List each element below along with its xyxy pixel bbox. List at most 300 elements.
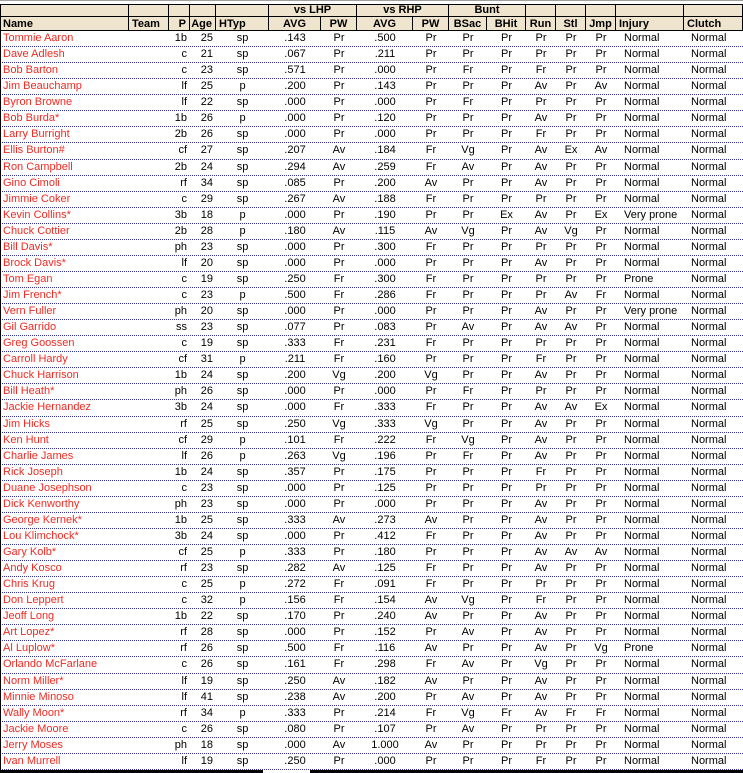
player-name-link[interactable]: Tom Egan [3, 272, 53, 285]
cell-bhit: Pr [501, 224, 512, 237]
cell-rhp_pw: Pr [425, 481, 437, 494]
cell-bhit: Pr [501, 722, 512, 735]
player-name-link[interactable]: Chris Krug [3, 578, 55, 591]
player-name-link[interactable]: Dave Adlesh [3, 48, 65, 61]
player-name-link[interactable]: Jimmie Coker [3, 192, 71, 205]
player-name-link[interactable]: Charlie James [3, 449, 74, 462]
cell-run: Av [534, 690, 548, 703]
player-name-link[interactable]: Wally Moon* [3, 706, 65, 719]
cell-injury: Normal [624, 529, 660, 542]
column-header-lhp_avg[interactable]: AVG [269, 17, 321, 30]
cell-stl: Vg [564, 224, 578, 237]
cell-p: cf [178, 353, 187, 366]
cell-run: Fr [535, 754, 547, 767]
cell-clutch: Normal [691, 658, 727, 671]
player-row[interactable] [0, 609, 743, 625]
player-row[interactable] [0, 657, 743, 673]
player-name-link[interactable]: Bill Davis* [3, 240, 53, 253]
cell-lhp_pw: Av [332, 674, 346, 687]
cell-age: 19 [200, 674, 213, 687]
column-header-injury[interactable]: Injury [616, 17, 684, 30]
cell-rhp_avg: .200 [374, 690, 396, 703]
player-name-link[interactable]: Bob Burda* [3, 112, 60, 125]
cell-rhp_pw: Fr [425, 272, 437, 285]
cell-team [129, 95, 169, 110]
player-row[interactable] [0, 722, 743, 738]
cell-p: c [181, 64, 187, 77]
column-header-stl[interactable]: Stl [556, 17, 586, 30]
cell-lhp_pw: Fr [333, 658, 345, 671]
cell-p: c [181, 658, 187, 671]
cell-age: 23 [200, 497, 213, 510]
cell-jmp: Pr [595, 497, 607, 510]
player-name-link[interactable]: Dick Kenworthy [3, 497, 80, 510]
cell-bhit: Pr [501, 176, 512, 189]
cell-run: Pr [535, 32, 547, 45]
group-header-blank [556, 5, 586, 16]
cell-stl: Pr [565, 240, 577, 253]
cell-lhp_pw: Pr [333, 240, 345, 253]
column-header-bsac[interactable]: BSac [449, 17, 487, 30]
player-row[interactable] [0, 47, 743, 63]
cell-htyp: p [239, 706, 246, 719]
player-row[interactable] [0, 95, 743, 111]
cell-rhp_avg: .125 [374, 562, 396, 575]
player-name-link[interactable]: Don Leppert [3, 594, 64, 607]
cell-rhp_avg: .333 [374, 401, 396, 414]
player-name-link[interactable]: Chuck Cottier [3, 224, 70, 237]
cell-bhit: Pr [501, 321, 512, 334]
player-name-link[interactable]: Al Luplow* [3, 642, 55, 655]
cell-lhp_avg: .357 [284, 465, 306, 478]
player-row[interactable] [0, 336, 743, 352]
player-name-link[interactable]: Vern Fuller [3, 305, 57, 318]
cell-run: Fr [535, 64, 547, 77]
cell-stl: Fr [565, 706, 577, 719]
cell-age: 20 [200, 305, 213, 318]
cell-team [129, 690, 169, 705]
cell-jmp: Pr [595, 305, 607, 318]
cell-stl: Pr [565, 176, 577, 189]
cell-clutch: Normal [691, 32, 727, 45]
cell-bhit: Pr [501, 513, 512, 526]
cell-bsac: Pr [462, 337, 474, 350]
player-name-link[interactable]: Kevin Collins* [3, 208, 71, 221]
group-header-blank [129, 5, 169, 16]
cell-bsac: Vg [461, 224, 475, 237]
cell-p: 1b [174, 465, 187, 478]
cell-injury: Normal [624, 64, 660, 77]
cell-rhp_pw: Pr [425, 754, 437, 767]
player-name-link[interactable]: Jackie Hernandez [3, 401, 92, 414]
player-row[interactable] [0, 497, 743, 513]
player-name-link[interactable]: Lou Klimchock* [3, 529, 79, 542]
cell-team [129, 47, 169, 62]
player-row[interactable] [0, 304, 743, 320]
cell-clutch: Normal [691, 80, 727, 93]
player-row[interactable] [0, 738, 743, 754]
player-row[interactable] [0, 256, 743, 272]
cell-bhit: Pr [501, 128, 512, 141]
cell-htyp: sp [236, 305, 249, 318]
cell-age: 23 [200, 321, 213, 334]
column-header-htyp[interactable]: HTyp [216, 17, 269, 30]
column-header-name[interactable]: Name [0, 17, 129, 30]
player-name-link[interactable]: Orlando McFarlane [3, 658, 98, 671]
cell-htyp: p [239, 208, 246, 221]
player-row[interactable] [0, 625, 743, 641]
cell-run: Av [534, 497, 548, 510]
cell-jmp: Pr [595, 610, 607, 623]
cell-bhit: Pr [501, 497, 512, 510]
player-row[interactable] [0, 449, 743, 465]
cell-lhp_pw: Av [332, 513, 346, 526]
column-header-row [0, 17, 743, 31]
player-name-link[interactable]: Brock Davis* [3, 256, 66, 269]
cell-stl: Pr [565, 353, 577, 366]
player-row[interactable] [0, 529, 743, 545]
cell-team [129, 111, 169, 126]
player-row[interactable] [0, 143, 743, 159]
player-name-link[interactable]: Larry Burright [3, 128, 70, 141]
column-header-jmp[interactable]: Jmp [586, 17, 616, 30]
player-row[interactable] [0, 674, 743, 690]
column-header-clutch[interactable]: Clutch [684, 17, 743, 30]
column-header-rhp_pw[interactable]: PW [413, 17, 449, 30]
player-row[interactable] [0, 111, 743, 127]
cell-jmp: Vg [594, 642, 608, 655]
cell-bhit: Pr [501, 690, 512, 703]
cell-htyp: p [239, 594, 246, 607]
player-name-link[interactable]: Ivan Murrell [3, 754, 61, 767]
player-name-link[interactable]: Jim French* [3, 289, 62, 302]
cell-p: ph [174, 738, 187, 751]
cell-htyp: p [239, 289, 246, 302]
player-name-link[interactable]: Jim Hicks [3, 417, 51, 430]
cell-run: Av [534, 401, 548, 414]
player-row[interactable] [0, 368, 743, 384]
player-name-link[interactable]: Duane Josephson [3, 481, 92, 494]
column-header-p[interactable]: P [169, 17, 190, 30]
cell-injury: Normal [624, 160, 660, 173]
cell-lhp_avg: .000 [284, 497, 306, 510]
cell-bhit: Fr [501, 706, 512, 719]
cell-bsac: Pr [462, 289, 474, 302]
cell-clutch: Normal [691, 738, 727, 751]
cell-rhp_avg: 1.000 [371, 738, 399, 751]
cell-bsac: Pr [462, 256, 474, 269]
player-name-link[interactable]: Byron Browne [3, 96, 73, 109]
cell-rhp_pw: Av [424, 513, 438, 526]
cell-rhp_avg: .214 [374, 706, 396, 719]
cell-stl: Pr [565, 96, 577, 109]
cell-p: 1b [174, 112, 187, 125]
player-row[interactable] [0, 288, 743, 304]
cell-rhp_avg: .143 [374, 80, 396, 93]
player-row[interactable] [0, 577, 743, 593]
cell-rhp_avg: .300 [374, 240, 396, 253]
cell-team [129, 513, 169, 528]
cell-jmp: Pr [595, 562, 607, 575]
player-name-link[interactable]: Bob Barton [3, 64, 59, 77]
cell-htyp: p [239, 578, 246, 591]
cell-stl: Pr [565, 594, 577, 607]
player-row[interactable] [0, 641, 743, 657]
cell-lhp_pw: Pr [333, 465, 345, 478]
cell-injury: Normal [624, 513, 660, 526]
player-name-link[interactable]: Jim Beauchamp [3, 80, 82, 93]
column-header-lhp_pw[interactable]: PW [321, 17, 357, 30]
cell-bhit: Pr [501, 449, 512, 462]
player-row[interactable] [0, 400, 743, 416]
player-name-link[interactable]: Tommie Aaron [3, 32, 74, 45]
player-name-link[interactable]: Ellis Burton# [3, 144, 65, 157]
player-name-link[interactable]: Ken Hunt [3, 433, 49, 446]
cell-clutch: Normal [691, 224, 727, 237]
cell-bsac: Pr [462, 240, 474, 253]
cell-age: 25 [200, 417, 213, 430]
cell-lhp_avg: .207 [284, 144, 306, 157]
player-row[interactable] [0, 208, 743, 224]
cell-team [129, 208, 169, 223]
player-name-link[interactable]: Gary Kolb* [3, 546, 57, 559]
group-header-blank [586, 5, 616, 16]
cell-stl: Pr [565, 610, 577, 623]
cell-jmp: Pr [595, 224, 607, 237]
cell-run: Av [534, 176, 548, 189]
cell-bsac: Pr [462, 176, 474, 189]
cell-team [129, 433, 169, 448]
cell-p: ph [174, 305, 187, 318]
cell-rhp_pw: Vg [424, 369, 438, 382]
player-table-body [0, 31, 743, 770]
cell-run: Av [534, 80, 548, 93]
cell-age: 22 [200, 96, 213, 109]
cell-lhp_avg: .500 [284, 642, 306, 655]
cell-htyp: sp [236, 658, 249, 671]
cell-clutch: Normal [691, 144, 727, 157]
player-row[interactable] [0, 481, 743, 497]
cell-clutch: Normal [691, 96, 727, 109]
cell-stl: Pr [565, 417, 577, 430]
column-header-bhit[interactable]: BHit [487, 17, 526, 30]
cell-injury: Normal [624, 224, 660, 237]
cell-clutch: Normal [691, 417, 727, 430]
cell-run: Fr [535, 594, 547, 607]
cell-jmp: Pr [595, 96, 607, 109]
player-name-link[interactable]: Greg Goossen [3, 337, 75, 350]
player-name-link[interactable]: George Kernek* [3, 513, 82, 526]
player-row[interactable] [0, 320, 743, 336]
cell-injury: Normal [624, 369, 660, 382]
player-row[interactable] [0, 754, 743, 770]
cell-rhp_avg: .298 [374, 658, 396, 671]
cell-age: 23 [200, 481, 213, 494]
cell-lhp_avg: .000 [284, 401, 306, 414]
cell-jmp: Pr [595, 192, 607, 205]
player-row[interactable] [0, 63, 743, 79]
cell-jmp: Pr [595, 385, 607, 398]
cell-jmp: Pr [595, 449, 607, 462]
player-name-link[interactable]: Rick Joseph [3, 465, 63, 478]
cell-bsac: Fr [462, 64, 474, 77]
cell-lhp_pw: Fr [333, 433, 345, 446]
cell-age: 20 [200, 256, 213, 269]
cell-lhp_pw: Pr [333, 305, 345, 318]
cell-p: c [181, 48, 187, 61]
cell-lhp_pw: Fr [333, 401, 345, 414]
cell-lhp_avg: .000 [284, 481, 306, 494]
cell-age: 26 [200, 658, 213, 671]
cell-jmp: Pr [595, 272, 607, 285]
cell-jmp: Pr [595, 337, 607, 350]
cell-team [129, 706, 169, 721]
cell-rhp_avg: .154 [374, 594, 396, 607]
cell-injury: Normal [624, 289, 660, 302]
cell-rhp_pw: Pr [425, 465, 437, 478]
cell-jmp: Pr [595, 32, 607, 45]
cell-team [129, 465, 169, 480]
player-name-link[interactable]: Art Lopez* [3, 626, 55, 639]
cell-lhp_pw: Av [332, 192, 346, 205]
cell-p: lf [181, 690, 187, 703]
cell-htyp: sp [236, 192, 249, 205]
player-row[interactable] [0, 706, 743, 722]
cell-clutch: Normal [691, 513, 727, 526]
cell-clutch: Normal [691, 48, 727, 61]
column-header-team[interactable]: Team [129, 17, 169, 30]
cell-run: Av [534, 160, 548, 173]
player-name-link[interactable]: Carroll Hardy [3, 353, 68, 366]
cell-team [129, 641, 169, 656]
cell-rhp_pw: Pr [425, 32, 437, 45]
cell-run: Av [534, 626, 548, 639]
player-name-link[interactable]: Norm Miller* [3, 674, 64, 687]
cell-stl: Pr [565, 642, 577, 655]
player-row[interactable] [0, 384, 743, 400]
cell-p: 1b [174, 513, 187, 526]
player-row[interactable] [0, 561, 743, 577]
cell-age: 22 [200, 610, 213, 623]
cell-htyp: sp [236, 321, 249, 334]
player-row[interactable] [0, 513, 743, 529]
player-name-link[interactable]: Jeoff Long [3, 610, 55, 623]
player-row[interactable] [0, 593, 743, 609]
player-name-link[interactable]: Gil Garrido [3, 321, 57, 334]
cell-age: 19 [200, 337, 213, 350]
cell-lhp_avg: .333 [284, 546, 306, 559]
cell-lhp_avg: .250 [284, 417, 306, 430]
player-row[interactable] [0, 79, 743, 95]
player-name-link[interactable]: Ron Campbell [3, 160, 73, 173]
cell-lhp_pw: Pr [333, 754, 345, 767]
cell-injury: Prone [624, 272, 654, 285]
cell-bsac: Av [461, 722, 475, 735]
cell-rhp_avg: .000 [374, 305, 396, 318]
column-header-age[interactable]: Age [190, 17, 216, 30]
column-header-run[interactable]: Run [526, 17, 556, 30]
cell-p: lf [181, 449, 187, 462]
cell-run: Pr [535, 289, 547, 302]
cell-team [129, 529, 169, 544]
player-row[interactable] [0, 690, 743, 706]
cell-lhp_pw: Vg [332, 369, 346, 382]
cell-age: 26 [200, 642, 213, 655]
player-row[interactable] [0, 433, 743, 449]
cell-rhp_avg: .152 [374, 626, 396, 639]
cell-team [129, 240, 169, 255]
cell-rhp_avg: .000 [374, 497, 396, 510]
player-row[interactable] [0, 160, 743, 176]
cell-stl: Pr [565, 690, 577, 703]
player-row[interactable] [0, 352, 743, 368]
cell-bhit: Pr [501, 674, 512, 687]
cell-run: Fr [535, 128, 547, 141]
player-row[interactable] [0, 176, 743, 192]
player-name-link[interactable]: Jackie Moore [3, 722, 69, 735]
cell-injury: Normal [624, 690, 660, 703]
cell-run: Av [534, 513, 548, 526]
cell-rhp_pw: Fr [425, 144, 437, 157]
player-row[interactable] [0, 272, 743, 288]
cell-age: 27 [200, 144, 213, 157]
player-name-link[interactable]: Andy Kosco [3, 562, 62, 575]
cell-htyp: p [239, 433, 246, 446]
player-name-link[interactable]: Chuck Harrison [3, 369, 79, 382]
cell-stl: Pr [565, 160, 577, 173]
player-row[interactable] [0, 545, 743, 561]
cell-htyp: sp [236, 738, 249, 751]
cell-htyp: sp [236, 722, 249, 735]
player-row[interactable] [0, 127, 743, 143]
cell-clutch: Normal [691, 754, 727, 767]
player-row[interactable] [0, 417, 743, 433]
cell-clutch: Normal [691, 674, 727, 687]
player-name-link[interactable]: Minnie Minoso [3, 690, 74, 703]
cell-rhp_pw: Fr [425, 562, 437, 575]
cell-bhit: Pr [501, 337, 512, 350]
player-row[interactable] [0, 224, 743, 240]
cell-run: Av [534, 369, 548, 382]
cell-lhp_avg: .200 [284, 80, 306, 93]
cell-rhp_avg: .175 [374, 465, 396, 478]
cell-rhp_avg: .107 [374, 722, 396, 735]
cell-rhp_pw: Fr [425, 433, 437, 446]
player-row[interactable] [0, 192, 743, 208]
player-row[interactable] [0, 240, 743, 256]
cell-run: Fr [535, 465, 547, 478]
cell-clutch: Normal [691, 562, 727, 575]
column-header-rhp_avg[interactable]: AVG [357, 17, 413, 30]
player-name-link[interactable]: Jerry Moses [3, 738, 63, 751]
cell-rhp_avg: .273 [374, 513, 396, 526]
cell-jmp: Fr [595, 706, 607, 719]
cell-age: 25 [200, 32, 213, 45]
cell-team [129, 272, 169, 287]
cell-jmp: Pr [595, 513, 607, 526]
player-name-link[interactable]: Bill Heath* [3, 385, 55, 398]
cell-injury: Normal [624, 112, 660, 125]
player-name-link[interactable]: Gino Cimoli [3, 176, 60, 189]
cell-p: c [181, 337, 187, 350]
player-row[interactable] [0, 465, 743, 481]
cell-p: rf [180, 706, 187, 719]
player-row[interactable] [0, 31, 743, 47]
cell-htyp: p [239, 112, 246, 125]
group-header-blank [616, 5, 684, 16]
cell-team [129, 722, 169, 737]
cell-bhit: Pr [501, 562, 512, 575]
